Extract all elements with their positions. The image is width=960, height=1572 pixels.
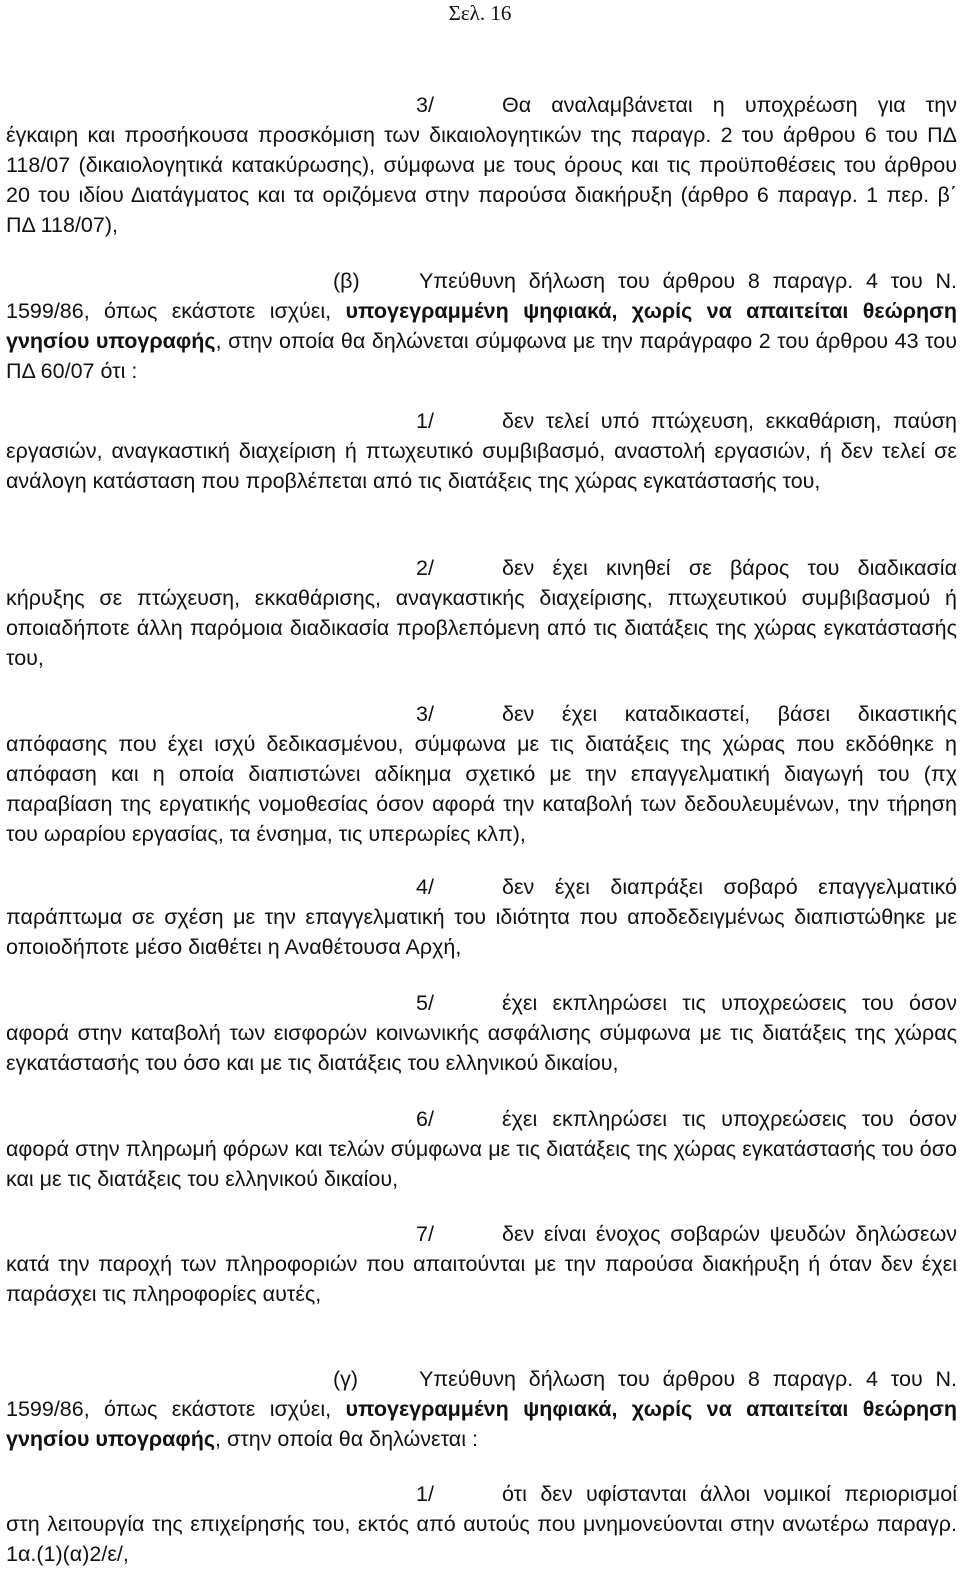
paragraph-text: Υπεύθυνη δήλωση του άρθρου 8 παραγρ. 4 του Ν. 1599/86, όπως εκάστοτε ισχύει,	[6, 1367, 957, 1421]
item-4-misconduct	[6, 872, 957, 962]
item-marker: 5/	[416, 991, 434, 1015]
paragraph-text: Υπεύθυνη δήλωση του άρθρου 8 παραγρ. 4 του Ν. 1599/86, όπως εκάστοτε ισχύει,	[6, 269, 957, 323]
item-marker: 3/	[416, 702, 434, 726]
bold-requirement: υπογεγραμμένη ψηφιακά, χωρίς να απαιτείται θεώρηση γνησίου υπογραφής	[6, 1397, 958, 1451]
item-text: έχει εκπληρώσει τις υποχρεώσεις του όσον αφορά στην πληρωμή φόρων και τελών σύμφωνα με τις διατάξεις της χώρας εγκατάστασής του όσο και με τις διατάξεις του ελληνικού δικαίου,	[6, 1107, 957, 1191]
item-2-proceedings	[6, 553, 957, 673]
paragraph-3-obligation	[6, 90, 957, 240]
paragraph-text: Θα αναλαμβάνεται η υποχρέωση για την έγκαιρη και προσήκουσα προσκόμιση των δικαιολογητικών της παραγρ. 2 του άρθρου 6 του ΠΔ 118/07 (δικαιολογητικά κατακύρωσης), σύμφωνα με τους όρους και τις προϋποθέσεις του άρθρου 20 του ιδίου Διατάγματος και τα οριζόμενα στην παρούσα διακήρυξη (άρθρο 6 παραγρ. 1 περ. β΄ ΠΔ 118/07),	[6, 93, 957, 237]
item-text: δεν έχει κινηθεί σε βάρος του διαδικασία κήρυξης σε πτώχευση, εκκαθάρισης, αναγκαστικής διαχείρισης, πτωχευτικού συμβιβασμού ή οποιαδήποτε άλλη παρόμοια διαδικασία προβλεπόμενη από τις διατάξεις της χώρας εγκατάστασής του,	[6, 556, 957, 670]
item-7-false-statements	[6, 1219, 957, 1309]
item-6-taxes	[6, 1104, 957, 1194]
paragraph-marker: 3/	[416, 93, 434, 117]
paragraph-marker: (β)	[333, 269, 360, 293]
item-text: ότι δεν υφίστανται άλλοι νομικοί περιορισμοί στη λειτουργία της επιχείρησής του, εκτός από αυτούς που μνημονεύονται στην ανωτέρω παραγρ. 1α.(1)(α)2/ε/,	[6, 1482, 957, 1566]
page-number-header: Σελ. 16	[448, 1, 512, 25]
paragraph-g-declaration	[6, 1364, 957, 1454]
item-marker: 1/	[416, 409, 434, 433]
item-marker: 2/	[416, 556, 434, 580]
paragraph-marker: (γ)	[333, 1367, 359, 1391]
item-marker: 7/	[416, 1222, 434, 1246]
item-1-legal-restrictions	[6, 1479, 957, 1569]
item-3-conviction	[6, 699, 957, 849]
item-text: δεν τελεί υπό πτώχευση, εκκαθάριση, παύση εργασιών, αναγκαστική διαχείριση ή πτωχευτικό συμβιβασμό, αναστολή εργασιών, ή δεν τελεί σε ανάλογη κατάσταση που προβλέπεται από τις διατάξεις της χώρας εγκατάστασής του,	[6, 409, 957, 493]
paragraph-text-continued: , στην οποία θα δηλώνεται σύμφωνα με την παράγραφο 2 του άρθρου 43 του ΠΔ 60/07 ότι :	[6, 329, 958, 383]
item-marker: 1/	[416, 1482, 434, 1506]
item-text: δεν είναι ένοχος σοβαρών ψευδών δηλώσεων κατά την παροχή των πληροφοριών που απαιτούνται με την παρούσα διακήρυξη ή όταν δεν έχει παράσχει τις πληροφορίες αυτές,	[6, 1222, 957, 1306]
item-text: έχει εκπληρώσει τις υποχρεώσεις του όσον αφορά στην καταβολή των εισφορών κοινωνικής ασφάλισης σύμφωνα με τις διατάξεις της χώρας εγκατάστασής του όσο και με τις διατάξεις του ελληνικού δικαίου,	[6, 991, 957, 1075]
paragraph-b-declaration	[6, 266, 957, 386]
item-1-bankruptcy	[6, 406, 957, 496]
bold-requirement: υπογεγραμμένη ψηφιακά, χωρίς να απαιτείται θεώρηση γνησίου υπογραφής	[6, 299, 958, 353]
item-5-social-security	[6, 988, 957, 1078]
item-marker: 6/	[416, 1107, 434, 1131]
item-marker: 4/	[416, 875, 434, 899]
item-text: δεν έχει διαπράξει σοβαρό επαγγελματικό παράπτωμα σε σχέση με την επαγγελματική του ιδιότητα που αποδεδειγμένως διαπιστώθηκε με οποιοδήποτε μέσο διαθέτει η Αναθέτουσα Αρχή,	[6, 875, 957, 959]
paragraph-text-continued: , στην οποία θα δηλώνεται :	[215, 1427, 478, 1451]
item-text: δεν έχει καταδικαστεί, βάσει δικαστικής απόφασης που έχει ισχύ δεδικασμένου, σύμφωνα με τις διατάξεις της χώρας που εκδόθηκε η απόφαση και η οποία διαπιστώνει αδίκημα σχετικό με την επαγγελματική διαγωγή του (πχ παραβίαση της εργατικής νομοθεσίας όσον αφορά την καταβολή των δεδουλευμένων, την τήρηση του ωραρίου εργασίας, τα ένσημα, τις υπερωρίες κλπ),	[6, 702, 957, 846]
